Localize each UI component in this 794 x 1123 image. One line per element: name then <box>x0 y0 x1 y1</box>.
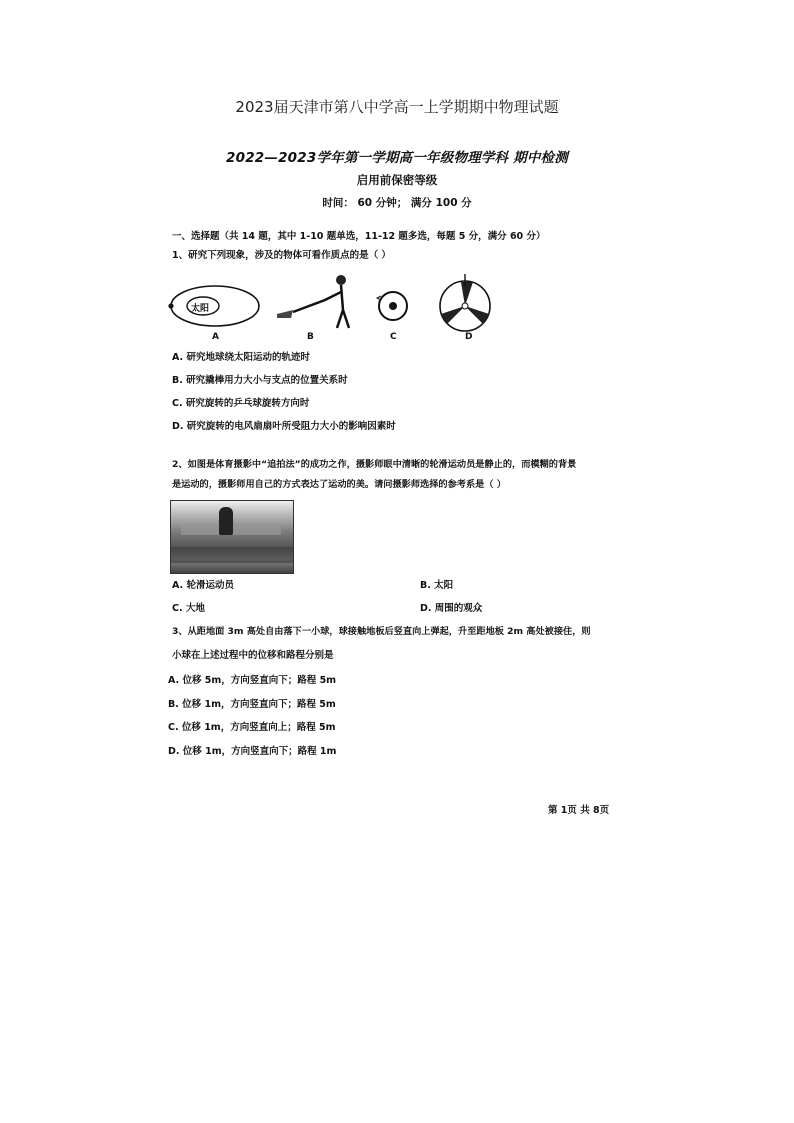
sun-label: 太阳 <box>191 304 210 314</box>
q3-stem-line1: 3、从距地面 3m 高处自由落下一小球，球接触地板后竖直向上弹起，升至距地板 2m 高处被接住，则 <box>172 626 591 637</box>
q1-option-b: B. 研究撬棒用力大小与支点的位置关系时 <box>172 375 348 386</box>
q3-option-b: B. 位移 1m，方向竖直向下；路程 5m <box>168 699 336 710</box>
document-title: 2023届天津市第八中学高一上学期期中物理试题 <box>235 98 559 116</box>
fig-label-a: A <box>212 332 219 342</box>
fig-label-c: C <box>390 332 397 342</box>
q3-option-d: D. 位移 1m，方向竖直向下；路程 1m <box>168 746 337 757</box>
exam-title: 2022—2023学年第一学期高一年级物理学科 期中检测 <box>226 150 568 166</box>
sun-orbit-figure <box>168 286 259 326</box>
page-number: 第 1页 共 8页 <box>548 805 610 816</box>
q2-option-c: C. 大地 <box>172 603 205 614</box>
q3-option-a: A. 位移 5m，方向竖直向下；路程 5m <box>168 675 337 686</box>
q2-stem-line1: 2、如图是体育摄影中“追拍法”的成功之作，摄影师眼中清晰的轮滑运动员是静止的，而模糊的背景 <box>172 459 577 470</box>
q2-option-b: B. 太阳 <box>420 580 454 591</box>
time-and-score: 时间： 60 分钟； 满分 100 分 <box>322 197 472 209</box>
fig-label-d: D <box>465 332 473 342</box>
q1-option-d: D. 研究旋转的电风扇扇叶所受阻力大小的影响因素时 <box>172 421 396 432</box>
q1-stem: 1、研究下列现象，涉及的物体可看作质点的是（ ） <box>172 250 391 261</box>
fig-label-b: B <box>307 332 314 342</box>
skater-photo <box>170 500 294 574</box>
q3-stem-line2: 小球在上述过程中的位移和路程分别是 <box>172 650 334 661</box>
q2-option-d: D. 周围的观众 <box>420 603 483 614</box>
q1-option-c: C. 研究旋转的乒乓球旋转方向时 <box>172 398 310 409</box>
section-heading: 一、选择题（共 14 题，其中 1-10 题单选，11-12 题多选，每题 5 分，满分 60 分） <box>172 231 546 242</box>
fan-figure <box>440 274 490 331</box>
q1-option-a: A. 研究地球绕太阳运动的轨迹时 <box>172 352 310 363</box>
confidentiality-level: 启用前保密等级 <box>356 173 438 187</box>
lever-figure <box>277 275 349 328</box>
q2-stem-line2: 是运动的，摄影师用自己的方式表达了运动的美。请问摄影师选择的参考系是（ ） <box>172 479 506 490</box>
q3-option-c: C. 位移 1m，方向竖直向上；路程 5m <box>168 722 336 733</box>
q2-option-a: A. 轮滑运动员 <box>172 580 234 591</box>
pingpong-figure <box>377 292 407 320</box>
